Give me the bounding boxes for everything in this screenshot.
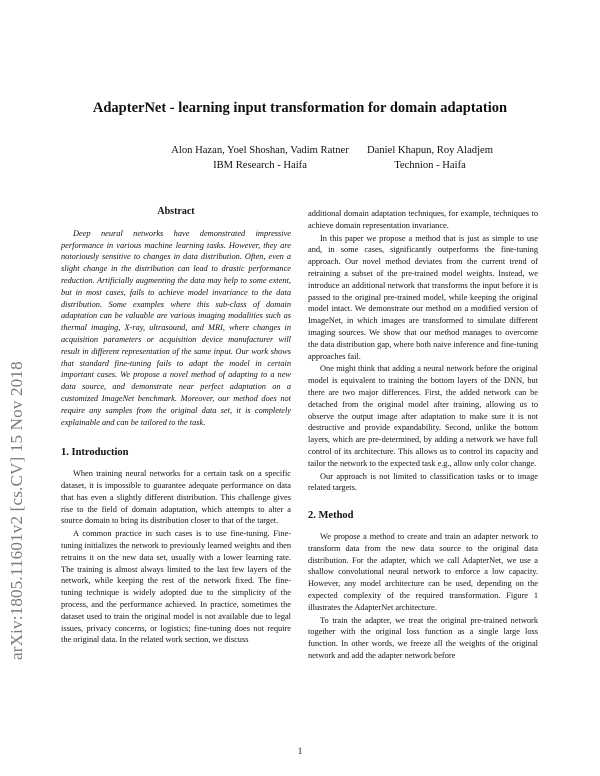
method-paragraph: To train the adapter, we treat the original pre-trained network together with the original loss function as a single large loss function. In other words, we freeze all the weights of the original network and add the adapter network before <box>308 615 538 660</box>
author-affiliation: Technion - Haifa <box>394 160 466 171</box>
body-paragraph: Our approach is not limited to classification tasks or to image related targets. <box>308 471 538 493</box>
abstract-text: Deep neural networks have demonstrated impressive performance in various machine learning tasks. However, they are notoriously sensitive to changes in data distribution. Often, even a slight change in the distribution can lead to drastic performance reduction. Artificially augmenting the data may help to some extent, but in most cases, fails to achieve model invariance to the data distribution. Some examples where this sub-class of domain adaptation can be valuable are various imaging modalities such as thermal imaging, X-ray, ultrasound, and MRI, where changes in acquisition parameters or acquisition device manufacturer will result in different representation of the same input. Our work shows that standard fine-tuning fails to adapt the model in certain important cases. We propose a novel method of adapting to a new data source, and demonstrate near perfect adaptation on a customized ImageNet benchmark. Moreover, our method does not require any samples from the original data set, it is completely explainable and can be tailored to the task. <box>61 228 291 427</box>
intro-paragraph: When training neural networks for a certain task on a specific dataset, it is impossible to guarantee adequate performance on data that has even a slightly different distribution. This challenge gives rise to the field of domain adaptation, which attempts to alter a source domain to bring its distribution closer to that of the target. <box>61 469 291 526</box>
paper-title: AdapterNet - learning input transformation for domain adaptation <box>92 100 508 116</box>
body-paragraph: In this paper we propose a method that is just as simple to use and, in some cases, significantly outperforms the fine-tuning approach. Our novel method deviates from the current trend of retraining a subset of the pre-trained model weights. Instead, we introduce an additional network that transforms the input before it is passed to the original pre-trained model, while keeping the original model intact. We demonstrate our method on a modified version of ImageNet, in which images are transformed to simulate different imaging sources. We show that our method manages to overcome the data distribution gap, where both naive inference and fine-tuning approaches fail. <box>308 233 538 361</box>
right-column <box>308 208 538 663</box>
continued-paragraph: additional domain adaptation techniques, for example, techniques to achieve domain representation invariance. <box>308 209 538 230</box>
author-affiliation: IBM Research - Haifa <box>213 160 307 171</box>
arxiv-identifier-stamp: arXiv:1805.11601v2 [cs.CV] 15 Nov 2018 <box>7 361 26 660</box>
author-group-technion <box>335 143 525 173</box>
intro-paragraph: A common practice in such cases is to use fine-tuning. Fine-tuning initializes the network to previously learned weights and then retrains it on the new data set, usually with a lower learning rate. The training is almost always limited to the last few layers of the network, while keeping the rest of the network fixed. The fine-tuning technique is widely adopted due to the simplicity of the process, and the performance achieved. In practice, sometimes the dataset used to train the original model is not available due to legal issues, privacy concerns, or logistics; fine-tuning does not require the original data. In the related work section, we discuss <box>61 529 291 645</box>
method-paragraph: We propose a method to create and train an adapter network to transform data from the new data source to the original data distribution. For the adapter, which we call AdapterNet, we use a shallow convolutional neural network to enforce a low capacity. However, any model architecture can be used, depending on the expected complexity of the required transformation. Figure 1 illustrates the AdapterNet architecture. <box>308 531 538 612</box>
section-heading-introduction: 1. Introduction <box>61 447 129 459</box>
section-heading-method: 2. Method <box>308 510 354 522</box>
author-names: Daniel Khapun, Roy Aladjem <box>367 145 493 156</box>
author-names: Alon Hazan, Yoel Shoshan, Vadim Ratner <box>171 145 349 156</box>
abstract-heading: Abstract <box>157 206 195 217</box>
left-column <box>61 206 291 647</box>
page-number: 1 <box>297 746 303 756</box>
body-paragraph: One might think that adding a neural network before the original model is equivalent to training the bottom layers of the DNN, but there are two major differences. First, the added network can be detached from the original model after training, allowing us to observe the output image after adaptation to make sure it is not destructive and provide expandability. Second, unlike the bottom layers, which are pre-determined, by adding a network we have full control of its architecture. This allows us to control its capacity and tailor the network to the expected task e.g., allow only color change. <box>308 364 538 468</box>
